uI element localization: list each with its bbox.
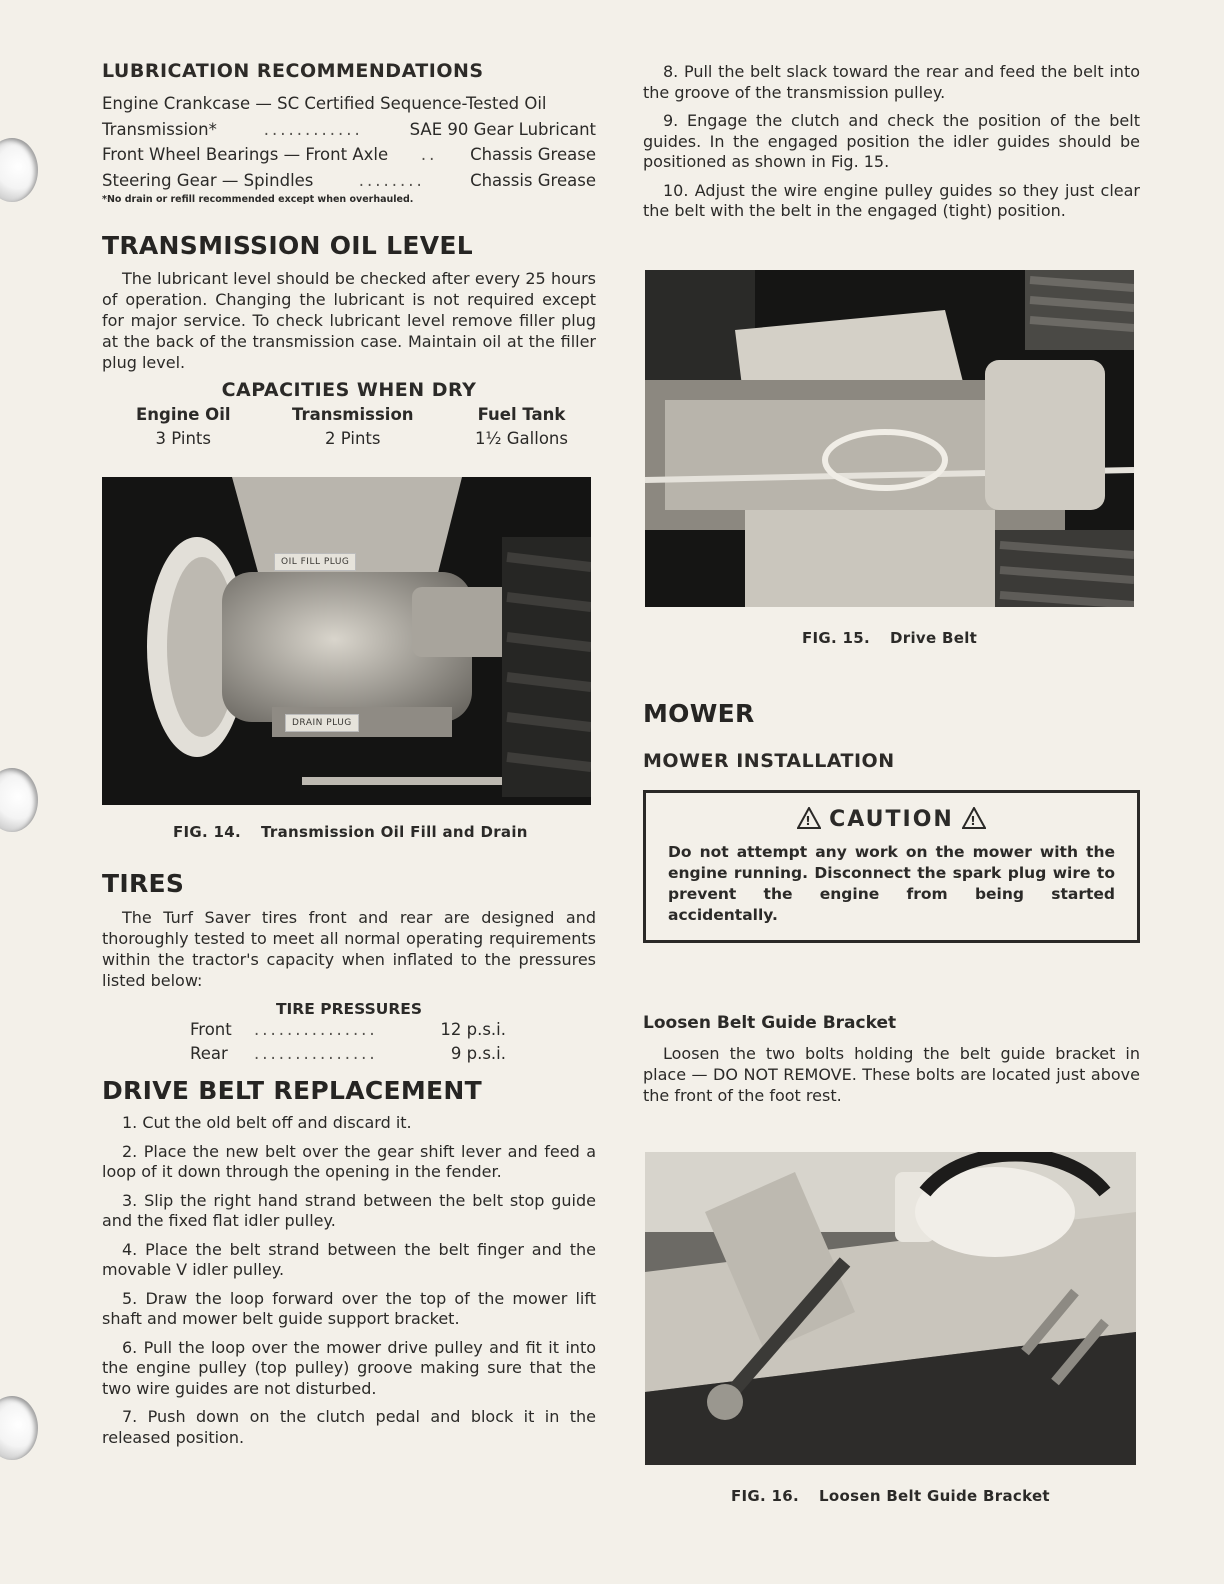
caution-title: ! CAUTION ! bbox=[668, 807, 1115, 832]
fig16-photo bbox=[645, 1152, 1136, 1465]
caution-box bbox=[643, 790, 1140, 943]
transmission-oil-heading: TRANSMISSION OIL LEVEL bbox=[102, 231, 473, 260]
step-item: 7. Push down on the clutch pedal and block it in the released position. bbox=[102, 1407, 596, 1447]
fig14-photo bbox=[102, 477, 591, 805]
right-column bbox=[643, 62, 1140, 1505]
lubrication-heading: LUBRICATION RECOMMENDATIONS bbox=[102, 60, 484, 82]
tire-pressures-heading: TIRE PRESSURES bbox=[275, 1000, 423, 1018]
lubrication-row: Front Wheel Bearings — Front Axle .. Chassis Grease bbox=[102, 145, 596, 164]
lubrication-row: Engine Crankcase — SC Certified Sequence-Tested Oil bbox=[102, 94, 547, 113]
mower-heading: MOWER bbox=[643, 698, 755, 728]
transmission-photo-illustration bbox=[102, 477, 591, 805]
lubrication-row: Transmission* ............ SAE 90 Gear Lubricant bbox=[102, 119, 596, 139]
tires-text: The Turf Saver tires front and rear are designed and thoroughly tested to meet all normal operating requirements within the tractor's capacity when inflated to the pressures listed below: bbox=[102, 908, 596, 990]
svg-text:!: ! bbox=[805, 813, 813, 828]
binder-hole-middle bbox=[0, 768, 38, 832]
step-item: 6. Pull the loop over the mower drive pulley and fit it into the engine pulley (top pulley) groove making sure that the two wire guides are not disturbed. bbox=[102, 1337, 596, 1398]
step-item: 8. Pull the belt slack toward the rear and feed the belt into the groove of the transmission pulley. bbox=[643, 62, 1140, 102]
lubrication-footnote: *No drain or refill recommended except when overhauled. bbox=[102, 194, 414, 205]
fig16-caption: FIG. 16. Loosen Belt Guide Bracket bbox=[731, 1486, 1050, 1505]
capacities-heading: CAPACITIES WHEN DRY bbox=[221, 379, 477, 401]
lubrication-list bbox=[102, 91, 596, 205]
step-item: 2. Place the new belt over the gear shift lever and feed a loop of it down through the opening in the fender. bbox=[102, 1141, 596, 1181]
caution-text: Do not attempt any work on the mower with the engine running. Disconnect the spark plug wire to prevent the engine from being started accidentally. bbox=[668, 842, 1115, 924]
binder-hole-top bbox=[0, 138, 38, 202]
step-item: 5. Draw the loop forward over the top of the mower lift shaft and mower belt guide support bracket. bbox=[102, 1288, 596, 1328]
drive-belt-steps bbox=[102, 1113, 596, 1448]
step-item: 3. Slip the right hand strand between the belt stop guide and the fixed flat idler pulley. bbox=[102, 1190, 596, 1230]
step-item: 9. Engage the clutch and check the position of the belt guides. In the engaged position the idler guides should be positioned as shown in Fig. 15. bbox=[643, 111, 1140, 171]
capacity-engine-oil: Engine Oil 3 Pints bbox=[136, 405, 231, 448]
svg-text:!: ! bbox=[970, 813, 978, 828]
capacities-table bbox=[102, 403, 596, 451]
left-column bbox=[102, 60, 596, 1456]
oil-fill-plug-label: OIL FILL PLUG bbox=[274, 553, 356, 571]
warning-triangle-icon bbox=[962, 807, 986, 829]
drain-plug-label: DRAIN PLUG bbox=[285, 714, 359, 732]
tire-pressure-row: Front ............... 12 p.s.i. bbox=[190, 1020, 506, 1039]
loosen-bracket-heading: Loosen Belt Guide Bracket bbox=[643, 1012, 897, 1033]
binder-hole-bottom bbox=[0, 1396, 38, 1460]
capacity-transmission: Transmission 2 Pints bbox=[292, 405, 414, 448]
drive-belt-photo-illustration bbox=[645, 270, 1134, 607]
loosen-bracket-text: Loosen the two bolts holding the belt guide bracket in place — DO NOT REMOVE. These bolts are located just above the front of the foot rest. bbox=[643, 1043, 1140, 1105]
belt-guide-bracket-photo-illustration bbox=[645, 1152, 1136, 1465]
step-item: 10. Adjust the wire engine pulley guides so they just clear the belt with the belt in the engaged (tight) position. bbox=[643, 180, 1140, 220]
mower-installation-heading: MOWER INSTALLATION bbox=[643, 749, 895, 772]
lubrication-row: Steering Gear — Spindles ........ Chassis Grease bbox=[102, 170, 596, 190]
fig15-photo bbox=[645, 270, 1134, 607]
transmission-oil-text: The lubricant level should be checked after every 25 hours of operation. Changing the lubricant is not required except for major service. To check lubricant level remove filler plug at the back of the transmission case. Maintain oil at the filler plug level. bbox=[102, 269, 596, 372]
fig14-caption: FIG. 14. Transmission Oil Fill and Drain bbox=[173, 823, 528, 841]
fig15-caption: FIG. 15. Drive Belt bbox=[802, 628, 978, 647]
tires-heading: TIRES bbox=[102, 869, 185, 898]
drive-belt-heading: DRIVE BELT REPLACEMENT bbox=[102, 1076, 483, 1105]
capacity-fuel-tank: Fuel Tank 1½ Gallons bbox=[475, 405, 568, 448]
step-item: 4. Place the belt strand between the belt finger and the movable V idler pulley. bbox=[102, 1239, 596, 1279]
warning-triangle-icon bbox=[797, 807, 821, 829]
tire-pressure-row: Rear ............... 9 p.s.i. bbox=[190, 1044, 506, 1063]
step-item: 1. Cut the old belt off and discard it. bbox=[122, 1113, 412, 1132]
